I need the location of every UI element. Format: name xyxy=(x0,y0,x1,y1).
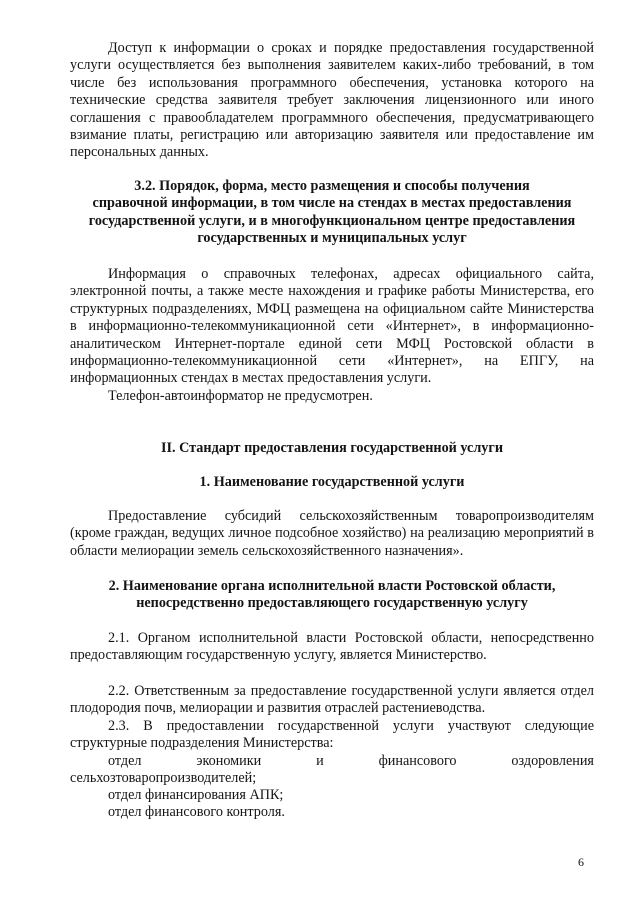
paragraph-2-3: 2.3. В предоставлении государственной услуги участвуют следующие структурные подразделения Министерства: xyxy=(70,718,594,752)
paragraph-2-1: 2.1. Органом исполнительной власти Ростовской области, непосредственно предоставляющим государственную услугу, является Министерство. xyxy=(70,630,594,664)
section-3-2-heading xyxy=(70,178,594,248)
subsection-2-heading xyxy=(70,578,594,613)
paragraph-access-info: Доступ к информации о сроках и порядке предоставления государственной услуги осуществляется без выполнения заявителем каких-либо требований, в том числе без использования программного обеспечения, установка которого на технические средства заявителя требует заключения лицензионного или иного соглашения с правообладателем программного обеспечения, предусматривающего взимание платы, регистрацию или авторизацию заявителя или предоставление им персональных данных. xyxy=(70,40,594,161)
word: и xyxy=(316,753,324,769)
heading-line: государственной услуги, и в многофункциональном центре предоставления xyxy=(88,212,576,229)
word: отдел xyxy=(108,753,142,769)
heading-line: 3.2. Порядок, форма, место размещения и способы получения xyxy=(134,178,530,194)
department-line xyxy=(108,753,594,770)
paragraph-autoinformer: Телефон-автоинформатор не предусмотрен. xyxy=(108,388,373,404)
department-financial-control: отдел финансового контроля. xyxy=(108,804,285,820)
department-apk-financing: отдел финансирования АПК; xyxy=(108,787,284,803)
heading-line: справочной информации, в том числе на стендах в местах предоставления xyxy=(92,195,572,212)
heading-line: непосредственно предоставляющего государственную услугу xyxy=(136,595,528,612)
department-line-continuation: сельхозтоваропроизводителей; xyxy=(70,770,257,786)
paragraph-2-2: 2.2. Ответственным за предоставление государственной услуги является отдел плодородия почв, мелиорации и развития отраслей растениеводства. xyxy=(70,683,594,717)
paragraph-service-name: Предоставление субсидий сельскохозяйственным товаропроизводителям (кроме граждан, ведущих личное подсобное хозяйство) на реализацию мероприятий в области мелиорации земель сельскохозяйственного назначения». xyxy=(70,508,594,559)
word: оздоровления xyxy=(511,753,594,769)
heading-line: государственных и муниципальных услуг xyxy=(197,230,467,247)
page-number: 6 xyxy=(578,855,584,869)
section-2-title: II. Стандарт предоставления государственной услуги xyxy=(160,440,504,456)
heading-line: 2. Наименование органа исполнительной власти Ростовской области, xyxy=(108,578,556,594)
word: финансового xyxy=(378,753,457,769)
paragraph-reference-info: Информация о справочных телефонах, адресах официального сайта, электронной почты, а также месте нахождения и графике работы Министерства, его структурных подразделениях, МФЦ размещена на официальном сайте Министерства в информационно-телекоммуникационной сети «Интернет», в информационно-аналитическом Интернет-портале единой сети МФЦ Ростовской области в информационно-телекоммуникационной сети «Интернет», на ЕПГУ, на информационных стендах в местах предоставления услуги. xyxy=(70,266,594,387)
subsection-1-title: 1. Наименование государственной услуги xyxy=(199,474,465,490)
word: экономики xyxy=(196,753,262,769)
